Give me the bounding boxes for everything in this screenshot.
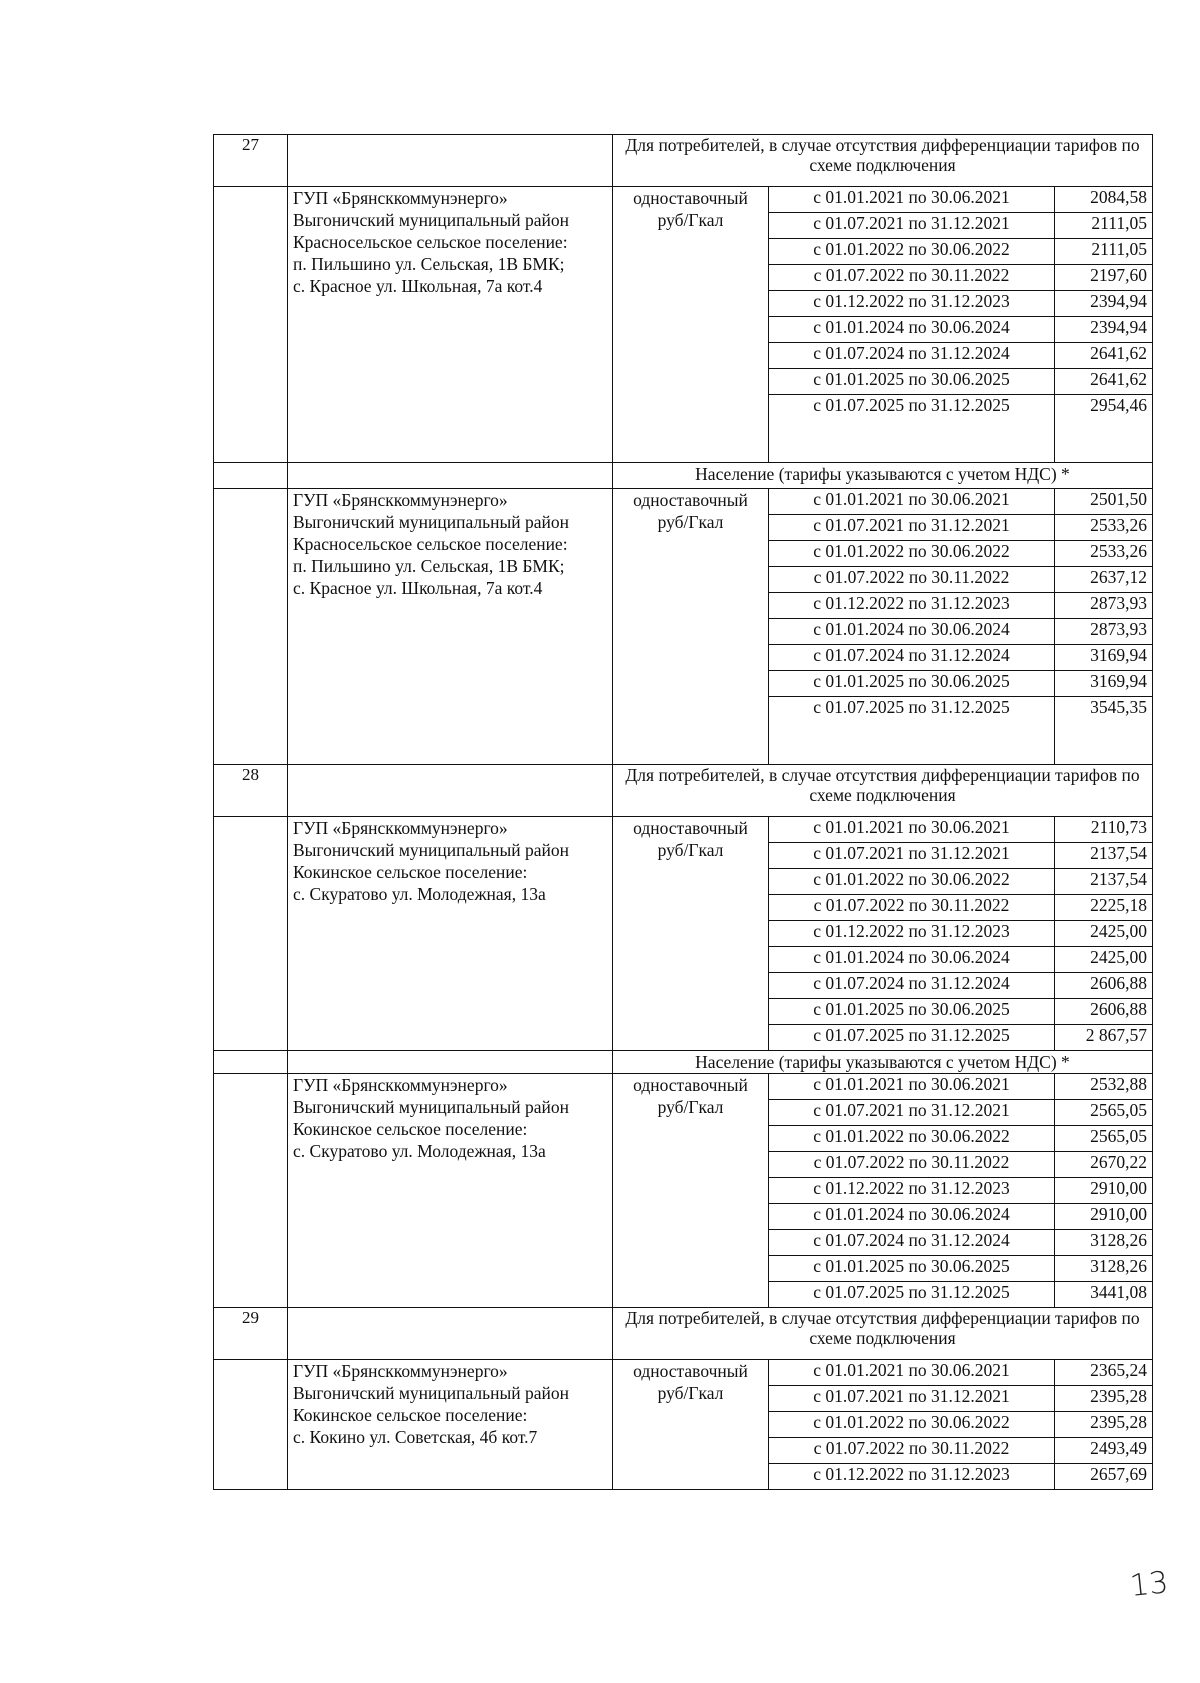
period-cell: с 01.01.2024 по 30.06.2024 (769, 947, 1055, 973)
organization-line: Кокинское сельское поселение: (293, 862, 528, 882)
tariff-value-cell: 2532,88 (1055, 1074, 1153, 1100)
tariff-value-cell: 3441,08 (1055, 1282, 1153, 1308)
tariff-type-line: руб/Гкал (657, 1383, 724, 1403)
table-row (214, 1360, 1153, 1386)
tariff-value-cell: 2425,00 (1055, 947, 1153, 973)
period-cell: с 01.07.2022 по 30.11.2022 (769, 265, 1055, 291)
period-cell: с 01.01.2025 по 30.06.2025 (769, 671, 1055, 697)
number-cell-empty (214, 187, 288, 463)
tariff-value-cell: 2084,58 (1055, 187, 1153, 213)
period-cell: с 01.12.2022 по 31.12.2023 (769, 1464, 1055, 1490)
tariff-value-cell: 2137,54 (1055, 843, 1153, 869)
tariff-type-cell (613, 489, 769, 765)
empty-cell (288, 765, 613, 817)
tariff-value-cell: 3169,94 (1055, 671, 1153, 697)
organization-cell (288, 817, 613, 1051)
period-cell: с 01.07.2022 по 30.11.2022 (769, 895, 1055, 921)
tariff-value-cell: 2606,88 (1055, 973, 1153, 999)
period-cell: с 01.01.2024 по 30.06.2024 (769, 619, 1055, 645)
tariff-value-cell: 2606,88 (1055, 999, 1153, 1025)
tariff-value-cell: 2394,94 (1055, 291, 1153, 317)
section-number: 28 (214, 765, 288, 817)
tariff-type-line: руб/Гкал (657, 512, 724, 532)
organization-line: Выгоничский муниципальный район (293, 1097, 569, 1117)
period-cell: с 01.07.2024 по 31.12.2024 (769, 973, 1055, 999)
organization-line: Красносельское сельское поселение: (293, 232, 568, 252)
tariff-type-line: руб/Гкал (657, 1097, 724, 1117)
period-cell: с 01.01.2022 по 30.06.2022 (769, 1126, 1055, 1152)
period-cell: с 01.07.2025 по 31.12.2025 (769, 697, 1055, 765)
period-cell: с 01.07.2024 по 31.12.2024 (769, 1230, 1055, 1256)
period-cell: с 01.01.2025 по 30.06.2025 (769, 369, 1055, 395)
tariff-value-cell: 2137,54 (1055, 869, 1153, 895)
block-header: Для потребителей, в случае отсутствия дифференциации тарифов по схеме подключения (613, 135, 1153, 187)
tariff-type-line: одноставочный (633, 818, 748, 838)
organization-line: Кокинское сельское поселение: (293, 1119, 528, 1139)
tariff-type-line: руб/Гкал (657, 210, 724, 230)
period-cell: с 01.07.2021 по 31.12.2021 (769, 515, 1055, 541)
tariff-value-cell: 2111,05 (1055, 239, 1153, 265)
period-cell: с 01.07.2025 по 31.12.2025 (769, 1025, 1055, 1051)
tariff-type-cell (613, 1074, 769, 1308)
period-cell: с 01.01.2025 по 30.06.2025 (769, 999, 1055, 1025)
organization-line: Выгоничский муниципальный район (293, 840, 569, 860)
period-cell: с 01.12.2022 по 31.12.2023 (769, 1178, 1055, 1204)
tariff-value-cell: 2565,05 (1055, 1126, 1153, 1152)
number-cell-empty (214, 817, 288, 1051)
number-cell-empty (214, 1074, 288, 1308)
period-cell: с 01.01.2021 по 30.06.2021 (769, 489, 1055, 515)
organization-line: Красносельское сельское поселение: (293, 534, 568, 554)
organization-line: с. Скуратово ул. Молодежная, 13а (293, 884, 546, 904)
tariff-value-cell: 3128,26 (1055, 1256, 1153, 1282)
table-row (214, 1074, 1153, 1100)
period-cell: с 01.01.2021 по 30.06.2021 (769, 1360, 1055, 1386)
period-cell: с 01.07.2024 по 31.12.2024 (769, 645, 1055, 671)
period-cell: с 01.07.2021 по 31.12.2021 (769, 1100, 1055, 1126)
organization-line: Выгоничский муниципальный район (293, 512, 569, 532)
period-cell: с 01.12.2022 по 31.12.2023 (769, 291, 1055, 317)
block-header: Население (тарифы указываются с учетом НДС) * (613, 1051, 1153, 1074)
tariff-value-cell: 2110,73 (1055, 817, 1153, 843)
organization-line: Выгоничский муниципальный район (293, 210, 569, 230)
tariff-value-cell: 2641,62 (1055, 369, 1153, 395)
section-header-row (214, 1051, 1153, 1074)
block-header: Для потребителей, в случае отсутствия дифференциации тарифов по схеме подключения (613, 765, 1153, 817)
tariff-type-line: руб/Гкал (657, 840, 724, 860)
period-cell: с 01.07.2025 по 31.12.2025 (769, 395, 1055, 463)
tariff-value-cell: 2425,00 (1055, 921, 1153, 947)
period-cell: с 01.07.2022 по 30.11.2022 (769, 567, 1055, 593)
table-row (214, 187, 1153, 213)
organization-line: с. Красное ул. Школьная, 7а кот.4 (293, 276, 543, 296)
tariff-table (213, 134, 1153, 1490)
tariff-value-cell: 3545,35 (1055, 697, 1153, 765)
period-cell: с 01.01.2024 по 30.06.2024 (769, 317, 1055, 343)
tariff-value-cell: 2365,24 (1055, 1360, 1153, 1386)
organization-cell (288, 489, 613, 765)
tariff-value-cell: 2394,94 (1055, 317, 1153, 343)
period-cell: с 01.01.2024 по 30.06.2024 (769, 1204, 1055, 1230)
block-header: Население (тарифы указываются с учетом НДС) * (613, 463, 1153, 489)
organization-line: ГУП «Брянсккоммунэнерго» (293, 188, 508, 208)
period-cell: с 01.07.2021 по 31.12.2021 (769, 843, 1055, 869)
organization-cell (288, 187, 613, 463)
section-number (214, 463, 288, 489)
empty-cell (288, 135, 613, 187)
tariff-value-cell: 3169,94 (1055, 645, 1153, 671)
empty-cell (288, 1051, 613, 1074)
period-cell: с 01.01.2022 по 30.06.2022 (769, 869, 1055, 895)
section-number: 27 (214, 135, 288, 187)
organization-line: п. Пильшино ул. Сельская, 1В БМК; (293, 556, 565, 576)
organization-line: Кокинское сельское поселение: (293, 1405, 528, 1425)
number-cell-empty (214, 489, 288, 765)
period-cell: с 01.12.2022 по 31.12.2023 (769, 593, 1055, 619)
empty-cell (288, 463, 613, 489)
section-header-row (214, 135, 1153, 187)
tariff-value-cell: 2910,00 (1055, 1204, 1153, 1230)
organization-line: ГУП «Брянсккоммунэнерго» (293, 490, 508, 510)
organization-cell (288, 1074, 613, 1308)
tariff-type-line: одноставочный (633, 490, 748, 510)
tariff-value-cell: 2 867,57 (1055, 1025, 1153, 1051)
organization-line: ГУП «Брянсккоммунэнерго» (293, 1361, 508, 1381)
section-number: 29 (214, 1308, 288, 1360)
tariff-value-cell: 2395,28 (1055, 1412, 1153, 1438)
period-cell: с 01.01.2025 по 30.06.2025 (769, 1256, 1055, 1282)
tariff-value-cell: 2657,69 (1055, 1464, 1153, 1490)
period-cell: с 01.01.2021 по 30.06.2021 (769, 187, 1055, 213)
tariff-value-cell: 2111,05 (1055, 213, 1153, 239)
section-header-row (214, 463, 1153, 489)
period-cell: с 01.07.2022 по 30.11.2022 (769, 1438, 1055, 1464)
tariff-value-cell: 2533,26 (1055, 541, 1153, 567)
section-header-row (214, 765, 1153, 817)
tariff-value-cell: 2670,22 (1055, 1152, 1153, 1178)
period-cell: с 01.01.2022 по 30.06.2022 (769, 541, 1055, 567)
tariff-type-cell (613, 187, 769, 463)
tariff-value-cell: 2641,62 (1055, 343, 1153, 369)
organization-cell (288, 1360, 613, 1490)
tariff-value-cell: 2501,50 (1055, 489, 1153, 515)
organization-line: с. Скуратово ул. Молодежная, 13а (293, 1141, 546, 1161)
organization-line: ГУП «Брянсккоммунэнерго» (293, 818, 508, 838)
tariff-value-cell: 3128,26 (1055, 1230, 1153, 1256)
period-cell: с 01.07.2022 по 30.11.2022 (769, 1152, 1055, 1178)
tariff-value-cell: 2873,93 (1055, 619, 1153, 645)
organization-line: с. Красное ул. Школьная, 7а кот.4 (293, 578, 543, 598)
period-cell: с 01.07.2021 по 31.12.2021 (769, 213, 1055, 239)
tariff-value-cell: 2197,60 (1055, 265, 1153, 291)
organization-line: Выгоничский муниципальный район (293, 1383, 569, 1403)
section-header-row (214, 1308, 1153, 1360)
period-cell: с 01.01.2021 по 30.06.2021 (769, 817, 1055, 843)
tariff-value-cell: 2873,93 (1055, 593, 1153, 619)
tariff-type-line: одноставочный (633, 188, 748, 208)
tariff-type-cell (613, 817, 769, 1051)
tariff-value-cell: 2493,49 (1055, 1438, 1153, 1464)
period-cell: с 01.07.2025 по 31.12.2025 (769, 1282, 1055, 1308)
tariff-value-cell: 2395,28 (1055, 1386, 1153, 1412)
tariff-value-cell: 2533,26 (1055, 515, 1153, 541)
tariff-value-cell: 2954,46 (1055, 395, 1153, 463)
tariff-type-line: одноставочный (633, 1361, 748, 1381)
organization-line: с. Кокино ул. Советская, 4б кот.7 (293, 1427, 538, 1447)
tariff-type-cell (613, 1360, 769, 1490)
period-cell: с 01.01.2022 по 30.06.2022 (769, 1412, 1055, 1438)
tariff-type-line: одноставочный (633, 1075, 748, 1095)
period-cell: с 01.12.2022 по 31.12.2023 (769, 921, 1055, 947)
page-number: 13 (1128, 1565, 1170, 1604)
tariff-value-cell: 2637,12 (1055, 567, 1153, 593)
empty-cell (288, 1308, 613, 1360)
period-cell: с 01.01.2021 по 30.06.2021 (769, 1074, 1055, 1100)
section-number (214, 1051, 288, 1074)
organization-line: п. Пильшино ул. Сельская, 1В БМК; (293, 254, 565, 274)
tariff-value-cell: 2910,00 (1055, 1178, 1153, 1204)
block-header: Для потребителей, в случае отсутствия дифференциации тарифов по схеме подключения (613, 1308, 1153, 1360)
table-row (214, 817, 1153, 843)
period-cell: с 01.01.2022 по 30.06.2022 (769, 239, 1055, 265)
period-cell: с 01.07.2024 по 31.12.2024 (769, 343, 1055, 369)
period-cell: с 01.07.2021 по 31.12.2021 (769, 1386, 1055, 1412)
tariff-value-cell: 2225,18 (1055, 895, 1153, 921)
number-cell-empty (214, 1360, 288, 1490)
organization-line: ГУП «Брянсккоммунэнерго» (293, 1075, 508, 1095)
table-row (214, 489, 1153, 515)
tariff-value-cell: 2565,05 (1055, 1100, 1153, 1126)
